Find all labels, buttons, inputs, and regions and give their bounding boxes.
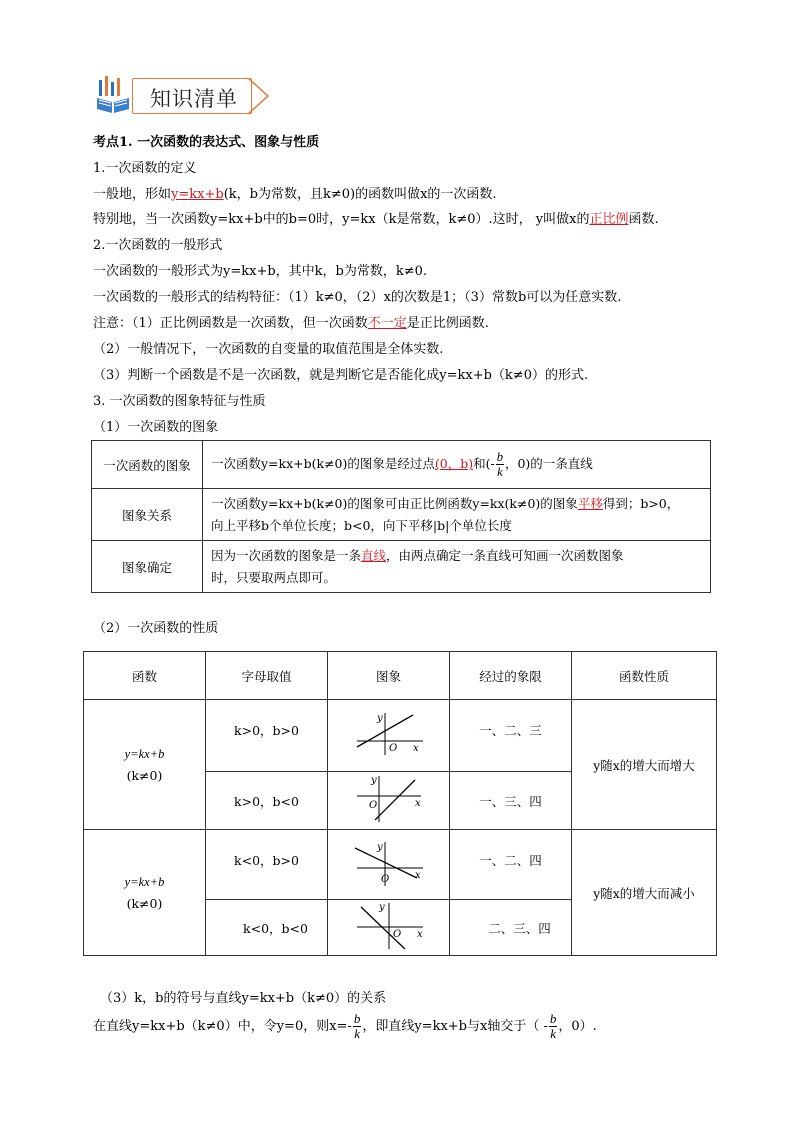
t2-prop-inc: y随x的增大而增大 <box>572 700 717 830</box>
p3-sub3: （3）k，b的符号与直线y=kx+b（k≠0）的关系 <box>100 991 387 1006</box>
t2-header-func: 函数 <box>84 652 206 700</box>
axis-y-label: y <box>376 842 383 853</box>
t2-header-graph: 图象 <box>328 652 450 700</box>
t2-graph-2 <box>328 772 450 830</box>
axis-origin: O <box>368 800 377 811</box>
t2-quad-1: 一、二、三 <box>450 700 572 772</box>
p3-sub2: （2）一次函数的性质 <box>93 621 219 636</box>
section-heading: 考点1. 一次函数的表达式、图象与性质 <box>93 135 320 150</box>
banner-title: 知识清单 <box>150 87 238 111</box>
t1-r2-label: 图象关系 <box>92 489 203 541</box>
t2-cond-2: k>0，b<0 <box>206 772 328 830</box>
t2-prop-dec: y随x的增大而减小 <box>572 830 717 956</box>
t1-r3-content: 因为一次函数的图象是一条直线，由两点确定一条直线可知画一次函数图象 时，只要取两点即可。 <box>203 541 711 593</box>
axis-origin: O <box>392 929 401 940</box>
t1-r1-label: 一次函数的图象 <box>92 441 203 489</box>
t1-fraction: $\frac{b}{k}$ <box>496 450 503 479</box>
graph-k-pos-b-neg <box>349 774 429 824</box>
t2-func-2: y=kx+b (k≠0) <box>84 830 206 956</box>
banner-arrow <box>248 78 272 119</box>
t2-graph-1 <box>328 700 450 772</box>
t2-header-prop: 函数性质 <box>572 652 717 700</box>
graph-k-pos-b-pos <box>349 709 429 759</box>
p3-sub1: （1）一次函数的图象 <box>93 420 219 435</box>
t2-header-quad: 经过的象限 <box>450 652 572 700</box>
p2-line4: （2）一般情况下，一次函数的自变量的取值范围是全体实数. <box>93 342 444 357</box>
p1-line2: 特别地，当一次函数y=kx+b中的b=0时，y=kx（k是常数，k≠0）.这时， y叫做x的正比例函数. <box>93 212 659 227</box>
p1-title: 1.一次函数的定义 <box>93 161 197 176</box>
p2-line1: 一次函数的一般形式为y=kx+b，其中k，b为常数，k≠0. <box>93 264 428 279</box>
t2-header-cond: 字母取值 <box>206 652 328 700</box>
p1-line1: 一般地，形如y=kx+b(k，b为常数，且k≠0)的函数叫做x的一次函数. <box>93 187 497 202</box>
axis-origin: O <box>388 743 397 754</box>
properties-table <box>83 651 717 956</box>
book-icon <box>96 76 130 114</box>
axis-y-label: y <box>376 713 383 724</box>
axis-x-label: x <box>412 743 419 754</box>
p2-line5: （3）判断一个函数是不是一次函数，就是判断它是否能化成y=kx+b（k≠0）的形式. <box>93 368 589 383</box>
p2-title: 2.一次函数的一般形式 <box>93 238 223 253</box>
axis-x-label: x <box>416 929 423 940</box>
t2-quad-4: 二、三、四 <box>450 900 572 956</box>
graph-feature-table <box>91 440 711 593</box>
t2-cond-3: k<0，b>0 <box>206 830 328 900</box>
t2-cond-1: k>0，b>0 <box>206 700 328 772</box>
graph-k-neg-b-neg <box>349 901 429 951</box>
t1-r2-content: 一次函数y=kx+b(k≠0)的图象可由正比例函数y=kx(k≠0)的图象平移得到；b>0， 向上平移b个单位长度；b<0，向下平移|b|个单位长度 <box>203 489 711 541</box>
p2-line3: 注意：（1）正比例函数是一次函数，但一次函数不一定是正比例函数. <box>93 316 489 331</box>
t1-r1-content: 一次函数y=kx+b(k≠0)的图象是经过点(0，b)和(- $\frac{b}{k}$ ，0)的一条直线 <box>203 441 711 489</box>
axis-y-label: y <box>378 902 385 913</box>
axis-x-label: x <box>414 870 421 881</box>
t2-graph-4 <box>328 900 450 956</box>
graph-k-neg-b-pos <box>349 838 429 888</box>
last-fraction-1: $\frac{b}{k}$ <box>353 1011 361 1041</box>
t2-graph-3 <box>328 830 450 900</box>
axis-origin: O <box>380 874 389 885</box>
t2-cond-4: k<0，b<0 <box>206 900 328 956</box>
t1-r3-label: 图象确定 <box>92 541 203 593</box>
t2-quad-3: 一、二、四 <box>450 830 572 900</box>
t2-func-1: y=kx+b (k≠0) <box>84 700 206 830</box>
last-line: 在直线y=kx+b（k≠0）中，令y=0，则x=- $\frac{b}{k}$ ，即直线y=kx+b与x轴交于（ - $\frac{b}{k}$ ，0）. <box>93 1011 597 1041</box>
axis-y-label: y <box>370 775 377 786</box>
last-fraction-2: $\frac{b}{k}$ <box>549 1011 557 1041</box>
t2-quad-2: 一、三、四 <box>450 772 572 830</box>
p3-title: 3. 一次函数的图象特征与性质 <box>93 394 266 409</box>
axis-x-label: x <box>414 798 421 809</box>
p2-line2: 一次函数的一般形式的结构特征：（1）k≠0，（2）x的次数是1；（3）常数b可以为任意实数. <box>93 290 622 305</box>
